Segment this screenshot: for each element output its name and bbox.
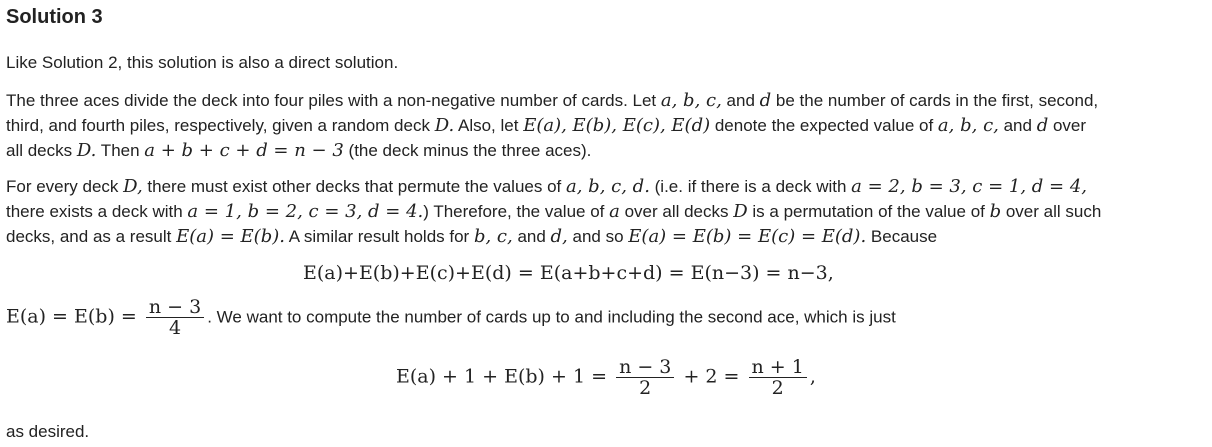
math-inline: D <box>733 201 748 222</box>
paragraph-closing: as desired. <box>6 422 90 441</box>
text-run: over <box>1048 116 1087 135</box>
text-run: there must exist other decks that permute the values of <box>142 177 566 196</box>
math-inline: a, b, c, <box>660 90 722 111</box>
fraction <box>616 357 674 398</box>
fraction <box>749 357 807 398</box>
text-run: and <box>998 116 1037 135</box>
math-lhs: E(a) + 1 + E(b) + 1 = <box>396 365 608 388</box>
math-tail: , <box>809 365 816 388</box>
text-run: Also, let <box>454 116 524 135</box>
math-inline: a, b, c, <box>937 115 999 136</box>
text-run: A similar result holds for <box>284 227 474 246</box>
text-run: For every deck <box>6 177 124 196</box>
text-run: and <box>512 227 551 246</box>
math-inline: b <box>989 201 1002 222</box>
text-run: and so <box>567 227 629 246</box>
expected-value-line <box>6 297 896 338</box>
math-inline: a = 1, b = 2, c = 3, d = 4. <box>187 201 424 222</box>
text-run: is a permutation of the value of <box>747 202 990 221</box>
display-equation-sum: E(a)+E(b)+E(c)+E(d) = E(a+b+c+d) = E(n−3) = n−3, <box>303 262 834 284</box>
solution-heading: Solution 3 <box>6 6 103 28</box>
text-run: ) Therefore, the value of <box>423 202 610 221</box>
text-run: and <box>721 91 760 110</box>
math-inline: a <box>609 201 620 222</box>
text-run: denote the expected value of <box>710 116 938 135</box>
text-run: third, and fourth piles, respectively, given a random deck <box>6 116 435 135</box>
text-run: Then <box>96 141 145 160</box>
paragraph-piles <box>6 88 1206 163</box>
math-inline: d <box>1036 115 1049 136</box>
text-run: there exists a deck with <box>6 202 188 221</box>
display-equation-result <box>396 357 816 398</box>
math-inline: D, <box>123 176 143 197</box>
text-run: over all decks <box>619 202 734 221</box>
fraction-denominator: 4 <box>169 317 182 339</box>
paragraph-intro: Like Solution 2, this solution is also a direct solution. <box>6 53 399 72</box>
fraction-denominator: 2 <box>639 377 652 399</box>
text-run: (i.e. if there is a deck with <box>649 177 852 196</box>
fraction-numerator: n + 1 <box>749 357 807 378</box>
fraction <box>146 297 204 338</box>
text-run: be the number of cards in the first, second, <box>771 91 1099 110</box>
fraction-numerator: n − 3 <box>146 297 204 318</box>
text-run: all decks <box>6 141 77 160</box>
math-inline: a + b + c + d = n − 3 <box>144 140 344 161</box>
math-inline: E(a), E(b), E(c), E(d) <box>523 115 711 136</box>
paragraph-permutation <box>6 174 1206 249</box>
math-inline: E(a) = E(b) = E(c) = E(d). <box>628 226 867 247</box>
text-run: (the deck minus the three aces). <box>343 141 592 160</box>
math-mid: + 2 = <box>683 365 740 388</box>
math-lhs: E(a) = E(b) = <box>6 305 137 328</box>
text-run: . We want to compute the number of cards up to and including the second ace, which is just <box>207 307 896 327</box>
text-run: decks, and as a result <box>6 227 177 246</box>
math-inline: d <box>759 90 772 111</box>
text-run: Because <box>866 227 938 246</box>
math-inline: E(a) = E(b). <box>176 226 285 247</box>
fraction-numerator: n − 3 <box>616 357 674 378</box>
fraction-denominator: 2 <box>771 377 784 399</box>
math-inline: d, <box>550 226 568 247</box>
math-inline: D. <box>76 140 97 161</box>
math-inline: a = 2, b = 3, c = 1, d = 4, <box>851 176 1087 197</box>
text-run: over all such <box>1001 202 1102 221</box>
text-run: The three aces divide the deck into four piles with a non-negative number of cards. Let <box>6 91 661 110</box>
math-inline: b, c, <box>473 226 513 247</box>
math-inline: a, b, c, d. <box>566 176 650 197</box>
math-inline: D. <box>434 115 455 136</box>
